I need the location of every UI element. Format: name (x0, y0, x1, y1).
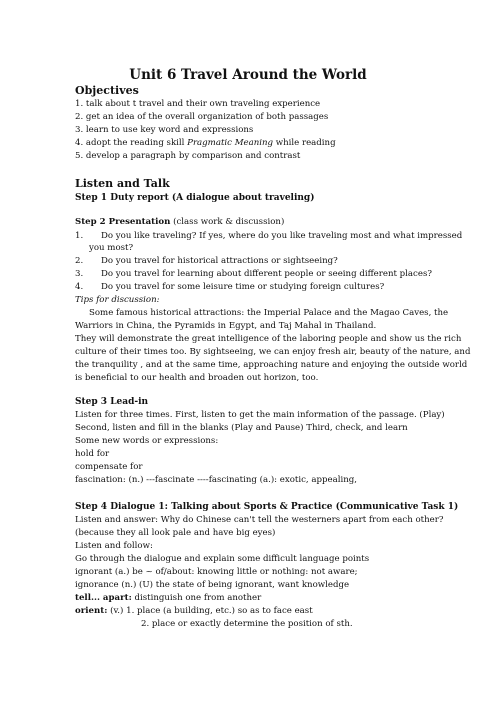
question-number: 1. (75, 231, 84, 241)
question-number: 2. (75, 256, 84, 266)
listen-talk-heading: Listen and Talk (75, 177, 170, 190)
step4-line: Listen and follow: (75, 541, 153, 551)
pragmatic-meaning-italic: Pragmatic Meaning (187, 138, 274, 148)
question-text: Do you travel for some leisure time or studying foreign cultures? (101, 282, 385, 292)
objective-item: 1. talk about t travel and their own traveling experience (75, 99, 321, 109)
step3-line: hold for (75, 449, 110, 459)
question-text: Do you like traveling? If yes, where do you like traveling most and what impressed (101, 231, 463, 241)
step3-line: compensate for (75, 462, 143, 472)
objective-item: 3. learn to use key word and expressions (75, 125, 254, 135)
step2-heading: Step 2 Presentation (class work & discussion) (75, 217, 285, 227)
paragraph-line: Some famous historical attractions: the Imperial Palace and the Magao Caves, the (89, 308, 449, 318)
objectives-heading: Objectives (75, 84, 139, 97)
paragraph-line: Warriors in China, the Pyramids in Egypt, and Taj Mahal in Thailand. (75, 321, 377, 331)
step4-line: (because they all look pale and have big eyes) (75, 528, 276, 538)
step3-line: fascination: (n.) ---fascinate ----fascinating (a.): exotic, appealing, (75, 475, 357, 485)
vocab-tell-apart: tell... apart: distinguish one from another (75, 593, 262, 603)
step3-heading: Step 3 Lead-in (75, 397, 149, 407)
objective-item: 2. get an idea of the overall organization of both passages (75, 112, 329, 122)
vocab-orient: orient: (v.) 1. place (a building, etc.) so as to face east (75, 606, 313, 616)
question-text: Do you travel for historical attractions or sightseeing? (101, 256, 338, 266)
objective-item: 4. adopt the reading skill Pragmatic Meaning while reading (75, 138, 336, 148)
question-number: 4. (75, 282, 84, 292)
paragraph-line: is beneficial to our health and broaden out horizon, too. (75, 373, 319, 383)
paragraph-line: They will demonstrate the great intelligence of the laboring people and show us the rich (75, 334, 462, 344)
objective-item: 5. develop a paragraph by comparison and contrast (75, 151, 301, 161)
step4-line: Go through the dialogue and explain some difficult language points (75, 554, 370, 564)
question-number: 3. (75, 269, 84, 279)
step3-line: Some new words or expressions: (75, 436, 219, 446)
question-text-cont: you most? (89, 243, 134, 253)
tips-label: Tips for discussion: (75, 295, 160, 305)
step3-line: Second, listen and fill in the blanks (Play and Pause) Third, check, and learn (75, 423, 408, 433)
question-text: Do you travel for learning about different people or seeing different places? (101, 269, 432, 279)
vocab-orient-def2: 2. place or exactly determine the position of sth. (141, 619, 353, 629)
paragraph-line: the tranquility , and at the same time, approaching nature and enjoying the outside world (75, 360, 468, 370)
step4-heading: Step 4 Dialogue 1: Talking about Sports & Practice (Communicative Task 1) (75, 502, 459, 512)
step4-line: Listen and answer: Why do Chinese can't tell the westerners apart from each other? (75, 515, 444, 525)
step4-line: ignorance (n.) (U) the state of being ignorant, want knowledge (75, 580, 350, 590)
page-title: Unit 6 Travel Around the World (129, 67, 367, 83)
step1-heading: Step 1 Duty report (A dialogue about traveling) (75, 193, 315, 203)
step3-line: Listen for three times. First, listen to get the main information of the passage. (Play) (75, 410, 445, 420)
paragraph-line: culture of their times too. By sightseeing, we can enjoy fresh air, beauty of the nature, and (75, 347, 471, 357)
step4-line: ignorant (a.) be ~ of/about: knowing little or nothing: not aware; (75, 567, 358, 577)
